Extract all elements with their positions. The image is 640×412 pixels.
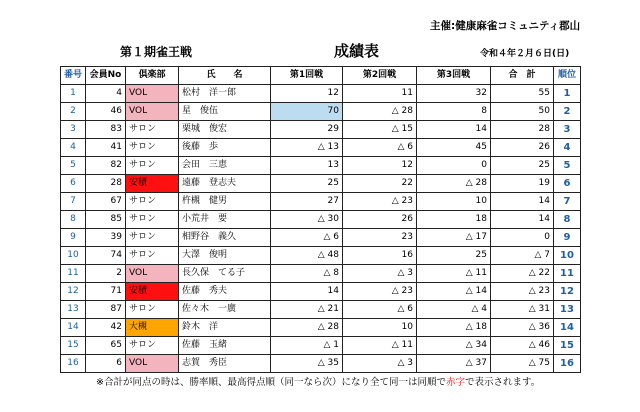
member-no: 74 <box>86 247 126 265</box>
club-name: サロン <box>126 211 179 229</box>
table-row <box>61 211 581 229</box>
rank: 11 <box>554 265 581 283</box>
round2-score: △ 28 <box>343 103 417 121</box>
player-name: 星 俊伍 <box>179 103 271 121</box>
round2-score: 22 <box>343 175 417 193</box>
round1-score: △ 8 <box>271 265 343 283</box>
row-number: 14 <box>61 319 86 337</box>
rank: 1 <box>554 85 581 103</box>
table-row <box>61 85 581 103</box>
col-header-member-no: 会員No <box>86 67 126 85</box>
member-no: 41 <box>86 139 126 157</box>
round1-score: △ 21 <box>271 301 343 319</box>
player-name: 佐藤 秀夫 <box>179 283 271 301</box>
round2-score: 12 <box>343 157 417 175</box>
total-score: △ 31 <box>491 301 554 319</box>
col-header-total: 合 計 <box>491 67 554 85</box>
round2-score: △ 23 <box>343 193 417 211</box>
member-no: 42 <box>86 319 126 337</box>
club-name: サロン <box>126 121 179 139</box>
rank: 9 <box>554 229 581 247</box>
member-no: 65 <box>86 337 126 355</box>
table-row <box>61 247 581 265</box>
member-no: 67 <box>86 193 126 211</box>
table-row <box>61 337 581 355</box>
round2-score: △ 15 <box>343 121 417 139</box>
member-no: 82 <box>86 157 126 175</box>
table-row <box>61 175 581 193</box>
member-no: 28 <box>86 175 126 193</box>
round2-score: 26 <box>343 211 417 229</box>
row-number: 4 <box>61 139 86 157</box>
total-score: △ 7 <box>491 247 554 265</box>
event-name: 第１期雀王戦 <box>120 45 193 59</box>
row-number: 9 <box>61 229 86 247</box>
club-name: サロン <box>126 139 179 157</box>
round3-score: 14 <box>417 121 491 139</box>
row-number: 16 <box>61 355 86 373</box>
rank: 6 <box>554 175 581 193</box>
club-name: サロン <box>126 229 179 247</box>
member-no: 39 <box>86 229 126 247</box>
round2-score: △ 6 <box>343 139 417 157</box>
player-name: 杵槻 健男 <box>179 193 271 211</box>
club-name: サロン <box>126 301 179 319</box>
rank: 5 <box>554 157 581 175</box>
round1-score: △ 6 <box>271 229 343 247</box>
player-name: 遠藤 登志夫 <box>179 175 271 193</box>
rank: 10 <box>554 247 581 265</box>
table-row <box>61 319 581 337</box>
round1-score: △ 13 <box>271 139 343 157</box>
row-number: 3 <box>61 121 86 139</box>
member-no: 71 <box>86 283 126 301</box>
total-score: 0 <box>491 229 554 247</box>
total-score: 26 <box>491 139 554 157</box>
club-name: VOL <box>126 103 179 121</box>
round3-score: △ 17 <box>417 229 491 247</box>
row-number: 6 <box>61 175 86 193</box>
club-name: VOL <box>126 85 179 103</box>
total-score: △ 22 <box>491 265 554 283</box>
table-row <box>61 301 581 319</box>
col-header-club: 倶楽部 <box>126 67 179 85</box>
player-name: 栗城 俊宏 <box>179 121 271 139</box>
row-number: 7 <box>61 193 86 211</box>
member-no: 4 <box>86 85 126 103</box>
player-name: 鈴木 洋 <box>179 319 271 337</box>
row-number: 1 <box>61 85 86 103</box>
player-name: 大澤 俊明 <box>179 247 271 265</box>
total-score: 14 <box>491 211 554 229</box>
round1-score: 14 <box>271 283 343 301</box>
table-row <box>61 157 581 175</box>
rank: 7 <box>554 193 581 211</box>
round1-score: 12 <box>271 85 343 103</box>
player-name: 松村 洋一郎 <box>179 85 271 103</box>
round1-score: 70 <box>271 103 343 121</box>
round2-score: △ 3 <box>343 355 417 373</box>
row-number: 10 <box>61 247 86 265</box>
rank: 4 <box>554 139 581 157</box>
round3-score: 25 <box>417 247 491 265</box>
page-title: 成績表 <box>334 42 380 60</box>
table-row <box>61 265 581 283</box>
total-score: △ 36 <box>491 319 554 337</box>
footnote <box>96 374 540 388</box>
row-number: 15 <box>61 337 86 355</box>
round1-score: △ 35 <box>271 355 343 373</box>
col-header-round2: 第2回戦 <box>343 67 417 85</box>
round3-score: △ 28 <box>417 175 491 193</box>
round1-score: 27 <box>271 193 343 211</box>
total-score: 55 <box>491 85 554 103</box>
round1-score: 29 <box>271 121 343 139</box>
round3-score: △ 37 <box>417 355 491 373</box>
player-name: 志賀 秀臣 <box>179 355 271 373</box>
total-score: △ 23 <box>491 283 554 301</box>
total-score: 14 <box>491 193 554 211</box>
round3-score: 45 <box>417 139 491 157</box>
round3-score: △ 34 <box>417 337 491 355</box>
member-no: 2 <box>86 265 126 283</box>
round2-score: △ 11 <box>343 337 417 355</box>
row-number: 8 <box>61 211 86 229</box>
col-header-round1: 第1回戦 <box>271 67 343 85</box>
member-no: 46 <box>86 103 126 121</box>
member-no: 83 <box>86 121 126 139</box>
player-name: 後藤 歩 <box>179 139 271 157</box>
player-name: 佐藤 玉緒 <box>179 337 271 355</box>
round1-score: △ 30 <box>271 211 343 229</box>
event-date: 令和４年２月６日(日) <box>480 49 570 59</box>
round3-score: △ 11 <box>417 265 491 283</box>
round1-score: △ 48 <box>271 247 343 265</box>
round3-score: 10 <box>417 193 491 211</box>
col-header-name: 氏 名 <box>179 67 271 85</box>
table-header-row <box>61 67 581 85</box>
round3-score: △ 18 <box>417 319 491 337</box>
footnote-text: ※合計が同点の時は、勝率順、最高得点順（同一なら次）になり全て同一は同順で <box>96 377 446 388</box>
round2-score: △ 23 <box>343 283 417 301</box>
table-row <box>61 193 581 211</box>
row-number: 12 <box>61 283 86 301</box>
total-score: 28 <box>491 121 554 139</box>
rank: 2 <box>554 103 581 121</box>
round2-score: △ 6 <box>343 301 417 319</box>
total-score: △ 46 <box>491 337 554 355</box>
round3-score: △ 4 <box>417 301 491 319</box>
round1-score: 13 <box>271 157 343 175</box>
player-name: 小荒井 要 <box>179 211 271 229</box>
round3-score: 32 <box>417 85 491 103</box>
total-score: △ 75 <box>491 355 554 373</box>
rank: 14 <box>554 319 581 337</box>
round2-score: 16 <box>343 247 417 265</box>
col-header-rank: 順位 <box>554 67 581 85</box>
table-row <box>61 103 581 121</box>
club-name: サロン <box>126 337 179 355</box>
club-name: VOL <box>126 265 179 283</box>
table-row <box>61 121 581 139</box>
player-name: 会田 三恵 <box>179 157 271 175</box>
row-number: 13 <box>61 301 86 319</box>
rank: 8 <box>554 211 581 229</box>
col-header-round3: 第3回戦 <box>417 67 491 85</box>
round2-score: 23 <box>343 229 417 247</box>
organizer-label: 主催:健康麻雀コミュニティ郡山 <box>430 20 581 32</box>
rank: 3 <box>554 121 581 139</box>
footnote-text-end: で表示されます。 <box>464 377 541 388</box>
player-name: 相野谷 義久 <box>179 229 271 247</box>
member-no: 85 <box>86 211 126 229</box>
rank: 15 <box>554 337 581 355</box>
rank: 13 <box>554 301 581 319</box>
club-name: サロン <box>126 247 179 265</box>
member-no: 87 <box>86 301 126 319</box>
club-name: サロン <box>126 193 179 211</box>
round2-score: 10 <box>343 319 417 337</box>
round1-score: △ 28 <box>271 319 343 337</box>
table-row <box>61 283 581 301</box>
total-score: 19 <box>491 175 554 193</box>
member-no: 6 <box>86 355 126 373</box>
round3-score: △ 14 <box>417 283 491 301</box>
club-name: VOL <box>126 355 179 373</box>
rank: 16 <box>554 355 581 373</box>
player-name: 佐々木 一廣 <box>179 301 271 319</box>
round1-score: 25 <box>271 175 343 193</box>
table-row <box>61 355 581 373</box>
round3-score: 18 <box>417 211 491 229</box>
col-header-number: 番号 <box>61 67 86 85</box>
round3-score: 0 <box>417 157 491 175</box>
club-name: 安積 <box>126 175 179 193</box>
row-number: 2 <box>61 103 86 121</box>
row-number: 5 <box>61 157 86 175</box>
club-name: 安積 <box>126 283 179 301</box>
row-number: 11 <box>61 265 86 283</box>
round2-score: 11 <box>343 85 417 103</box>
rank: 12 <box>554 283 581 301</box>
round3-score: 8 <box>417 103 491 121</box>
club-name: サロン <box>126 157 179 175</box>
table-row <box>61 139 581 157</box>
player-name: 長久保 てる子 <box>179 265 271 283</box>
club-name: 大槻 <box>126 319 179 337</box>
total-score: 25 <box>491 157 554 175</box>
table-row <box>61 229 581 247</box>
total-score: 50 <box>491 103 554 121</box>
round2-score: △ 3 <box>343 265 417 283</box>
results-table <box>60 66 581 373</box>
round1-score: △ 1 <box>271 337 343 355</box>
footnote-red-word: 赤字 <box>445 377 465 388</box>
